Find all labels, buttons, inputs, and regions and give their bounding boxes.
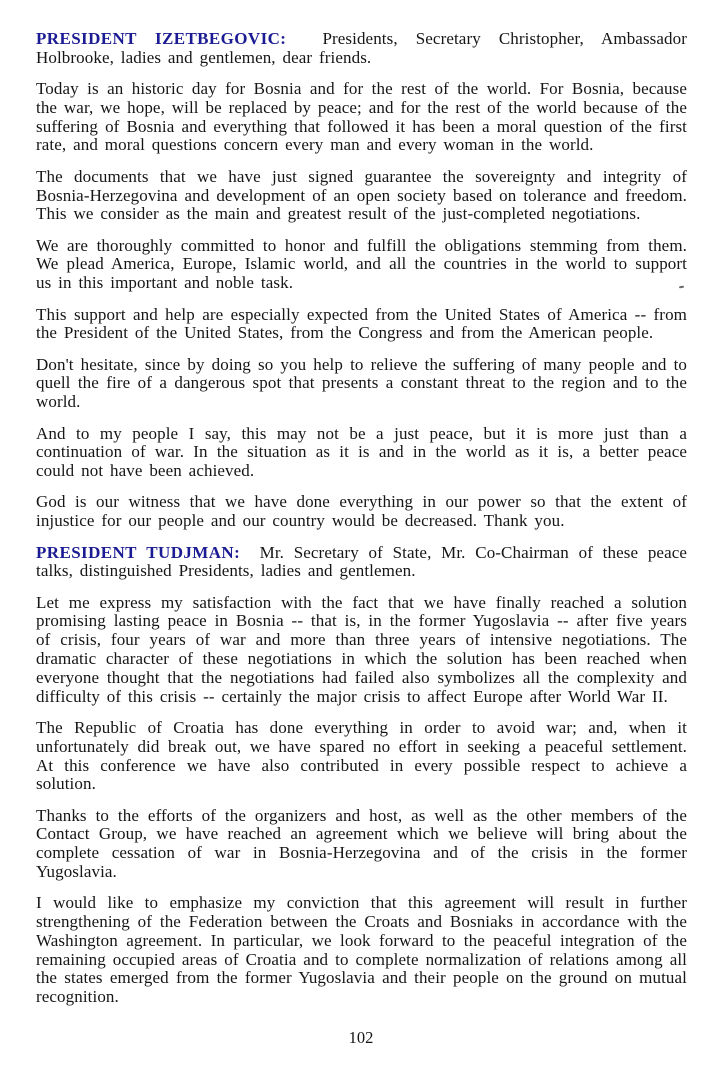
document-body <box>36 30 687 1020</box>
paragraph: Don't hesitate, since by doing so you help to relieve the suffering of many people and to quell the fire of a dangerous spot that presents a constant threat to the region and to the world. <box>36 354 687 412</box>
paragraph: Let me express my satisfaction with the fact that we have finally reached a solution promising lasting peace in Bosnia -- that is, in the former Yugoslavia -- after five years of crisis, four years of war and more than three years of intensive negotiations. The dramatic character of these negotiations in which the solution has been reached when everyone thought that the negotiations had failed also symbolizes all the complexity and difficulty of this crisis -- certainly the major crisis to affect Europe after World War II. <box>36 592 687 706</box>
paragraph: I would like to emphasize my conviction that this agreement will result in further strengthening of the Federation between the Croats and Bosniaks in accordance with the Washington agreement. In particular, we look forward to the peaceful integration of the remaining occupied areas of Croatia and to complete normalization of relations among all the states emerged from the former Yugoslavia and their people on the ground on mutual recognition. <box>36 893 687 1007</box>
speaker-name: PRESIDENT IZETBEGOVIC: <box>36 29 287 48</box>
paragraph-text: Mr. Secretary of State, Mr. Co-Chairman of these peace talks, distinguished Presidents, ladies and gentlemen. <box>36 542 688 581</box>
page-number: 102 <box>348 1028 374 1047</box>
paragraph: Thanks to the efforts of the organizers and host, as well as the other members of the Contact Group, we have reached an agreement which we believe will bring about the complete cessation of war in Bosnia-Herzegovina and of the crisis in the former Yugoslavia. <box>36 805 687 881</box>
paragraph-text: Presidents, Secretary Christopher, Ambassador Holbrooke, ladies and gentlemen, dear friends. <box>36 29 687 67</box>
paragraph: And to my people I say, this may not be a just peace, but it is more just than a continuation of war. In the situation as it is and in the world as it is, a better peace could not have been achieved. <box>36 423 687 481</box>
paragraph: This support and help are especially expected from the United States of America -- from the President of the United States, from the Congress and from the American people. <box>36 304 687 343</box>
paragraph <box>36 544 687 582</box>
paragraph: Today is an historic day for Bosnia and for the rest of the world. For Bosnia, because the war, we hope, will be replaced by peace; and for the rest of the world because of the suffering of Bosnia and everything that followed it has been a moral question of the first rate, and moral questions concern every man and every woman in the world. <box>36 79 687 155</box>
speaker-name: PRESIDENT TUDJMAN: <box>36 542 241 562</box>
paragraph: We are thoroughly committed to honor and fulfill the obligations stemming from them. We plead America, Europe, Islamic world, and all the countries in the world to support us in this important and noble task. <box>36 235 687 293</box>
paragraph: The Republic of Croatia has done everything in order to avoid war; and, when it unfortunately did break out, we have spared no effort in seeking a peaceful settlement. At this conference we have also contributed in every possible respect to achieve a solution. <box>36 717 687 794</box>
paragraph <box>36 30 687 68</box>
paragraph: The documents that we have just signed guarantee the sovereignty and integrity of Bosnia-Herzegovina and development of an open society based on tolerance and freedom. This we consider as the main and greatest result of the just-completed negotiations. <box>36 166 687 224</box>
paragraph: God is our witness that we have done everything in our power so that the extent of injustice for our people and our country would be decreased. Thank you. <box>36 492 687 531</box>
